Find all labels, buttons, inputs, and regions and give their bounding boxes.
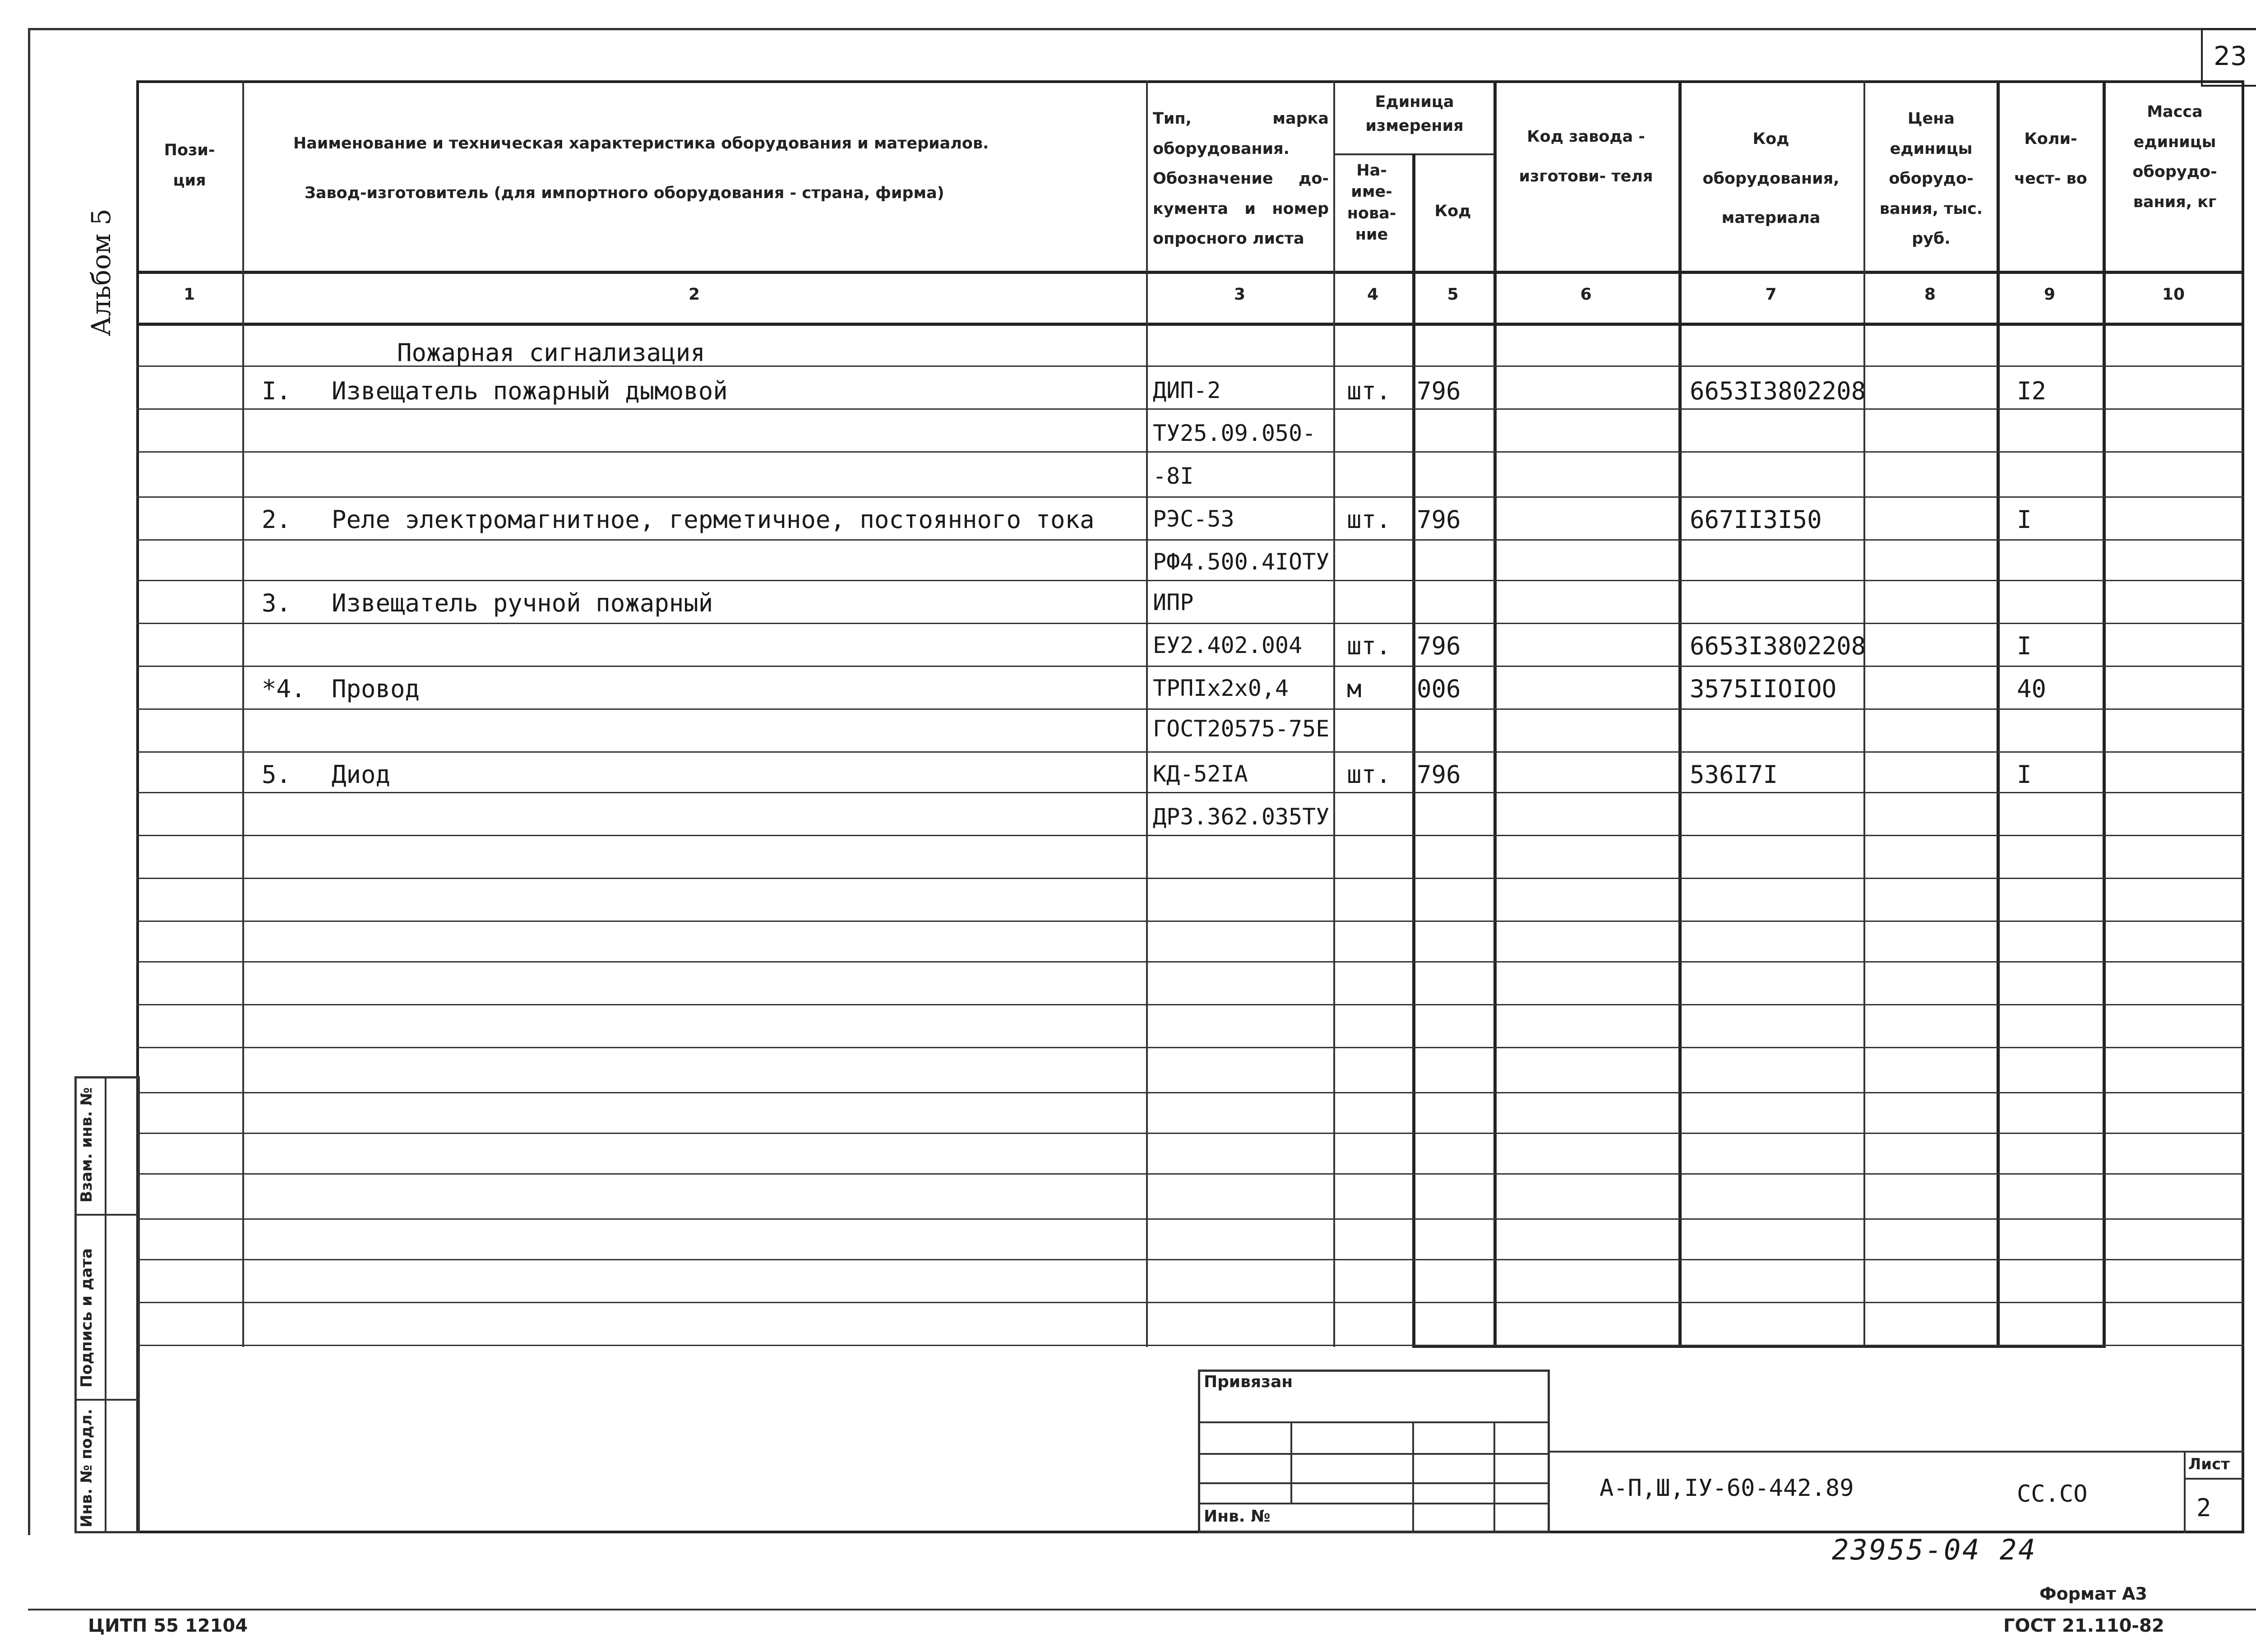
cell-unit-code: 796 xyxy=(1417,632,1461,660)
row-line xyxy=(136,451,2244,453)
cell-type: ТРПIх2х0,4 xyxy=(1153,675,1289,701)
colnum-1: 1 xyxy=(183,285,195,304)
col-sep-7 xyxy=(1863,80,1865,1347)
row-line xyxy=(136,1259,2244,1260)
colnum-2: 2 xyxy=(688,285,700,304)
sheet-label: Лист xyxy=(2188,1455,2230,1473)
stamp-div-2 xyxy=(74,1399,140,1401)
row-line xyxy=(136,539,2244,541)
cell-type: ТУ25.09.050- xyxy=(1153,420,1316,446)
header-bottom xyxy=(136,271,2244,274)
col-sep-2 xyxy=(1146,80,1148,1347)
page-number: 23 xyxy=(2214,41,2247,71)
colnum-10: 10 xyxy=(2162,285,2185,304)
row-line xyxy=(136,835,2244,836)
col-sep-1 xyxy=(242,80,244,1347)
cell-name: Диод xyxy=(332,760,391,789)
stamp-inv-podl: Инв. № подл. xyxy=(78,1408,96,1527)
row-line xyxy=(136,496,2244,498)
col-sep-4 xyxy=(1412,153,1415,1347)
title-block-top xyxy=(1550,1451,2244,1453)
header-col4: На- име- нова- ние xyxy=(1347,162,1396,244)
row-line xyxy=(136,792,2244,793)
cell-quantity: I xyxy=(2017,505,2032,534)
cell-position: 3. xyxy=(262,589,291,617)
header-col6: Код завода - изготови- теля xyxy=(1519,128,1653,185)
row-line xyxy=(136,961,2244,963)
row-line xyxy=(136,708,2244,710)
cell-type: -8I xyxy=(1153,463,1194,489)
colnum-6: 6 xyxy=(1580,285,1592,304)
cell-type: РФ4.500.4IОТУ xyxy=(1153,549,1330,575)
row-line xyxy=(136,408,2244,410)
cell-position: I. xyxy=(262,377,291,405)
row-line xyxy=(136,1173,2244,1175)
header-unit-group: Единица измерения xyxy=(1365,93,1464,135)
priv-line-4 xyxy=(1198,1503,1550,1504)
priv-col-2 xyxy=(1412,1421,1414,1533)
gost-label: ГОСТ 21.110-82 xyxy=(2003,1615,2164,1636)
header-col3: Тип, марка оборудования. Обозначение до- кумента и номер опросного листа xyxy=(1153,110,1329,248)
cell-name: Провод xyxy=(332,675,420,703)
cell-unit-code: 796 xyxy=(1417,505,1461,534)
cell-type: РЭС-53 xyxy=(1153,506,1234,532)
row-line xyxy=(136,623,2244,624)
cell-unit-code: 796 xyxy=(1417,377,1461,405)
colnum-4: 4 xyxy=(1367,285,1379,304)
cell-quantity: 40 xyxy=(2017,675,2047,703)
priv-col-1 xyxy=(1290,1421,1292,1503)
bottom-rule xyxy=(28,1609,2256,1610)
cell-unit: шт. xyxy=(1347,377,1391,405)
cell-quantity: I2 xyxy=(2017,377,2047,405)
colnum-3: 3 xyxy=(1234,285,1246,304)
col-sep-5 xyxy=(1493,80,1497,1347)
row-line xyxy=(136,1302,2244,1303)
colnum-9: 9 xyxy=(2043,285,2056,304)
priv-col-3 xyxy=(1493,1421,1495,1533)
cell-unit-code: 796 xyxy=(1417,760,1461,789)
inv-no-label: Инв. № xyxy=(1204,1507,1271,1526)
cell-type: ДРЗ.362.035ТУ xyxy=(1153,804,1330,830)
colnum-7: 7 xyxy=(1765,285,1777,304)
col-sep-8 xyxy=(1997,80,2000,1347)
row-line xyxy=(136,1345,2244,1346)
col-sep-6 xyxy=(1678,80,1682,1347)
cell-equipment-code: 536I7I xyxy=(1690,760,1778,789)
album-label: Альбом 5 xyxy=(86,208,116,336)
stamp-podpis-data: Подпись и дата xyxy=(78,1248,96,1388)
colnum-8: 8 xyxy=(1924,285,1936,304)
cell-name: Извещатель ручной пожарный xyxy=(332,589,713,617)
stamp-vzam-inv: Взам. инв. № xyxy=(78,1087,96,1203)
row-line xyxy=(136,1133,2244,1134)
cell-type: ЕУ2.402.004 xyxy=(1153,632,1303,658)
cell-type: КД-52IА xyxy=(1153,761,1248,787)
row-line xyxy=(136,1092,2244,1093)
row-line xyxy=(136,751,2244,753)
cell-equipment-code: 667II3I50 xyxy=(1690,505,1822,534)
cell-position: 2. xyxy=(262,505,291,534)
doc-mark: СС.СО xyxy=(2017,1481,2088,1508)
sheet-number: 2 xyxy=(2196,1494,2211,1522)
col-sep-9 xyxy=(2103,80,2106,1347)
header-col9: Коли- чест- во xyxy=(2014,130,2087,188)
cell-quantity: I xyxy=(2017,760,2032,789)
cell-unit: м xyxy=(1347,675,1362,703)
privyazan-label: Привязан xyxy=(1204,1373,1293,1391)
section-title: Пожарная сигнализация xyxy=(397,338,705,367)
header-col5: Код xyxy=(1434,202,1471,220)
colnum-5: 5 xyxy=(1447,285,1459,304)
cell-equipment-code: 6653I3802208 xyxy=(1690,632,1866,660)
cell-name: Реле электромагнитное, герметичное, постоянного тока xyxy=(332,505,1095,534)
cell-equipment-code: 3575IIОIОО xyxy=(1690,675,1837,703)
cell-name: Извещатель пожарный дымовой xyxy=(332,377,728,405)
header-col2-line1: Наименование и техническая характеристика оборудования и материалов. xyxy=(293,134,989,153)
header-col8: Цена единицы оборудо- вания, тыс. руб. xyxy=(1879,110,1983,248)
cell-unit: шт. xyxy=(1347,505,1391,534)
cell-position: 5. xyxy=(262,760,291,789)
sheet-sep xyxy=(2184,1451,2186,1533)
cell-unit: шт. xyxy=(1347,760,1391,789)
row-line xyxy=(136,1218,2244,1220)
cell-type: ГОСТ20575-75Е xyxy=(1153,716,1330,742)
header-col10: Масса единицы оборудо- вания, кг xyxy=(2132,103,2217,211)
cell-equipment-code: 6653I3802208 xyxy=(1690,377,1866,405)
priv-line-2 xyxy=(1198,1453,1550,1455)
header-col1: Пози- ция xyxy=(164,141,215,190)
cell-type: ДИП-2 xyxy=(1153,377,1221,403)
cell-quantity: I xyxy=(2017,632,2032,660)
row-line xyxy=(136,1004,2244,1005)
cell-unit: шт. xyxy=(1347,632,1391,660)
row-line xyxy=(136,580,2244,581)
header-col2-line2: Завод-изготовитель (для импортного оборудования - страна, фирма) xyxy=(305,184,944,202)
header-col7: Код оборудования, материала xyxy=(1702,130,1840,227)
sheet-label-line xyxy=(2184,1478,2244,1480)
grid-bold-top xyxy=(1412,323,2106,326)
row-line xyxy=(136,666,2244,667)
stamp-inner xyxy=(105,1076,106,1533)
format-label: Формат А3 xyxy=(2039,1584,2147,1604)
col-sep-3 xyxy=(1333,80,1335,1347)
row-line xyxy=(136,1047,2244,1048)
publisher-label: ЦИТП 55 12104 xyxy=(88,1615,248,1636)
cell-type: ИПР xyxy=(1153,589,1194,615)
cell-unit-code: 006 xyxy=(1417,675,1461,703)
handwritten-number: 23955-04 24 xyxy=(1832,1533,2037,1566)
row-line xyxy=(136,878,2244,879)
priv-line-1 xyxy=(1198,1421,1550,1423)
cell-position: *4. xyxy=(262,675,306,703)
doc-code: А-П,Ш,IУ-60-442.89 xyxy=(1600,1475,1854,1502)
stamp-div-1 xyxy=(74,1214,140,1216)
priv-line-3 xyxy=(1198,1482,1550,1484)
row-line xyxy=(136,921,2244,922)
